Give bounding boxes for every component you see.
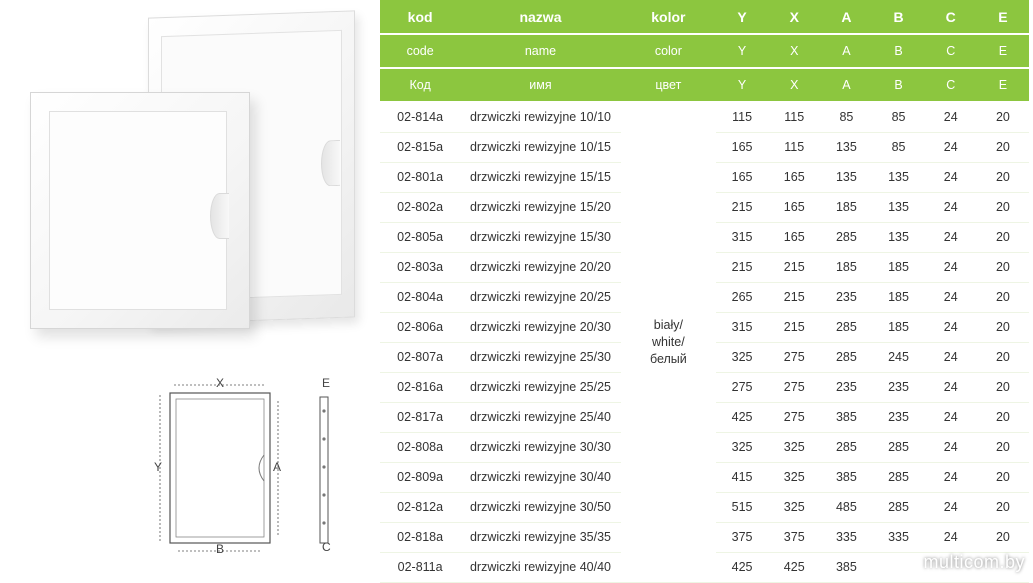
cell-b: 85 bbox=[872, 102, 924, 132]
cell-y: 325 bbox=[716, 432, 768, 462]
cell-name: drzwiczki rewizyjne 20/25 bbox=[460, 282, 620, 312]
table-row bbox=[380, 102, 1029, 132]
cell-y: 315 bbox=[716, 312, 768, 342]
cell-a: 185 bbox=[820, 192, 872, 222]
cell-name: drzwiczki rewizyjne 15/20 bbox=[460, 192, 620, 222]
cell-x: 375 bbox=[768, 522, 820, 552]
cell-b: 285 bbox=[872, 492, 924, 522]
cell-x: 165 bbox=[768, 162, 820, 192]
cell-c: 24 bbox=[925, 282, 977, 312]
cell-y: 215 bbox=[716, 252, 768, 282]
cell-y: 265 bbox=[716, 282, 768, 312]
access-door-front-image bbox=[30, 92, 250, 329]
header-cell: Y bbox=[716, 68, 768, 102]
cell-b: 285 bbox=[872, 462, 924, 492]
header-cell: B bbox=[872, 34, 924, 68]
cell-c: 24 bbox=[925, 402, 977, 432]
header-cell: C bbox=[925, 68, 977, 102]
color-cell bbox=[621, 102, 716, 582]
header-cell: kolor bbox=[621, 0, 716, 34]
cell-kod: 02-809a bbox=[380, 462, 460, 492]
cell-y: 425 bbox=[716, 552, 768, 582]
cell-x: 215 bbox=[768, 312, 820, 342]
door-grip-front bbox=[210, 193, 229, 239]
dim-e-label: E bbox=[322, 376, 331, 390]
cell-e: 20 bbox=[977, 252, 1029, 282]
cell-kod: 02-801a bbox=[380, 162, 460, 192]
cell-y: 325 bbox=[716, 342, 768, 372]
cell-a: 385 bbox=[820, 462, 872, 492]
cell-x: 165 bbox=[768, 192, 820, 222]
cell-y: 315 bbox=[716, 222, 768, 252]
header-cell: nazwa bbox=[460, 0, 620, 34]
cell-e: 20 bbox=[977, 342, 1029, 372]
cell-b: 185 bbox=[872, 312, 924, 342]
cell-x: 115 bbox=[768, 132, 820, 162]
cell-name: drzwiczki rewizyjne 25/40 bbox=[460, 402, 620, 432]
cell-a: 285 bbox=[820, 432, 872, 462]
cell-y: 275 bbox=[716, 372, 768, 402]
cell-c: 24 bbox=[925, 372, 977, 402]
cell-b: 335 bbox=[872, 522, 924, 552]
cell-x: 215 bbox=[768, 282, 820, 312]
header-cell: C bbox=[925, 34, 977, 68]
cell-kod: 02-818a bbox=[380, 522, 460, 552]
cell-a: 285 bbox=[820, 342, 872, 372]
cell-name: drzwiczki rewizyjne 35/35 bbox=[460, 522, 620, 552]
cell-name: drzwiczki rewizyjne 25/25 bbox=[460, 372, 620, 402]
header-cell: X bbox=[768, 34, 820, 68]
cell-kod: 02-805a bbox=[380, 222, 460, 252]
header-cell: имя bbox=[460, 68, 620, 102]
header-cell: E bbox=[977, 34, 1029, 68]
color-line: white/ bbox=[652, 334, 685, 349]
cell-c: 24 bbox=[925, 222, 977, 252]
product-table bbox=[380, 0, 1029, 583]
cell-a: 135 bbox=[820, 132, 872, 162]
cell-b bbox=[872, 552, 924, 582]
cell-name: drzwiczki rewizyjne 15/30 bbox=[460, 222, 620, 252]
cell-name: drzwiczki rewizyjne 30/50 bbox=[460, 492, 620, 522]
front-view-outer bbox=[170, 393, 270, 543]
cell-e: 20 bbox=[977, 162, 1029, 192]
header-cell: X bbox=[768, 0, 820, 34]
cell-e: 20 bbox=[977, 372, 1029, 402]
dim-b-label: B bbox=[216, 542, 225, 556]
cell-y: 215 bbox=[716, 192, 768, 222]
dim-y-label: Y bbox=[154, 460, 163, 474]
cell-a: 185 bbox=[820, 252, 872, 282]
cell-y: 425 bbox=[716, 402, 768, 432]
cell-c: 24 bbox=[925, 522, 977, 552]
header-cell: A bbox=[820, 0, 872, 34]
cell-e: 20 bbox=[977, 192, 1029, 222]
door-grip-back bbox=[321, 140, 340, 187]
cell-a: 235 bbox=[820, 282, 872, 312]
cell-name: drzwiczki rewizyjne 25/30 bbox=[460, 342, 620, 372]
cell-y: 165 bbox=[716, 162, 768, 192]
cell-e: 20 bbox=[977, 222, 1029, 252]
header-cell: B bbox=[872, 0, 924, 34]
cell-name: drzwiczki rewizyjne 30/40 bbox=[460, 462, 620, 492]
front-view-grip bbox=[259, 455, 264, 481]
dim-a-label: A bbox=[273, 460, 282, 474]
header-cell: E bbox=[977, 0, 1029, 34]
cell-b: 85 bbox=[872, 132, 924, 162]
cell-y: 515 bbox=[716, 492, 768, 522]
cell-name: drzwiczki rewizyjne 40/40 bbox=[460, 552, 620, 582]
color-line: белый bbox=[649, 351, 687, 366]
header-cell: Y bbox=[716, 34, 768, 68]
cell-c: 24 bbox=[925, 342, 977, 372]
cell-e: 20 bbox=[977, 312, 1029, 342]
cell-kod: 02-808a bbox=[380, 432, 460, 462]
cell-x: 325 bbox=[768, 462, 820, 492]
cell-a: 385 bbox=[820, 552, 872, 582]
cell-a: 135 bbox=[820, 162, 872, 192]
cell-c: 24 bbox=[925, 192, 977, 222]
cell-c: 24 bbox=[925, 432, 977, 462]
cell-x: 325 bbox=[768, 492, 820, 522]
cell-b: 185 bbox=[872, 282, 924, 312]
color-line: biały/ bbox=[653, 317, 683, 332]
cell-kod: 02-807a bbox=[380, 342, 460, 372]
cell-name: drzwiczki rewizyjne 20/30 bbox=[460, 312, 620, 342]
cell-x: 275 bbox=[768, 372, 820, 402]
header-row bbox=[380, 68, 1029, 102]
dim-x-label: X bbox=[216, 376, 225, 390]
cell-x: 275 bbox=[768, 342, 820, 372]
header-cell: color bbox=[621, 34, 716, 68]
cell-e: 20 bbox=[977, 522, 1029, 552]
cell-b: 185 bbox=[872, 252, 924, 282]
cell-x: 115 bbox=[768, 102, 820, 132]
header-row bbox=[380, 34, 1029, 68]
cell-kod: 02-804a bbox=[380, 282, 460, 312]
cell-b: 135 bbox=[872, 162, 924, 192]
cell-a: 385 bbox=[820, 402, 872, 432]
cell-a: 85 bbox=[820, 102, 872, 132]
header-cell: A bbox=[820, 34, 872, 68]
product-photo bbox=[0, 0, 380, 370]
cell-c: 24 bbox=[925, 312, 977, 342]
cell-x: 165 bbox=[768, 222, 820, 252]
cell-e: 20 bbox=[977, 282, 1029, 312]
dimension-drawing bbox=[150, 375, 350, 565]
cell-name: drzwiczki rewizyjne 10/15 bbox=[460, 132, 620, 162]
header-cell: Код bbox=[380, 68, 460, 102]
cell-kod: 02-812a bbox=[380, 492, 460, 522]
front-view-inner bbox=[176, 399, 264, 537]
cell-y: 165 bbox=[716, 132, 768, 162]
cell-kod: 02-811a bbox=[380, 552, 460, 582]
header-cell: kod bbox=[380, 0, 460, 34]
cell-name: drzwiczki rewizyjne 20/20 bbox=[460, 252, 620, 282]
header-row bbox=[380, 0, 1029, 34]
header-cell: C bbox=[925, 0, 977, 34]
cell-kod: 02-803a bbox=[380, 252, 460, 282]
dim-c-label: C bbox=[322, 540, 331, 554]
side-view bbox=[320, 397, 328, 543]
header-cell: E bbox=[977, 68, 1029, 102]
cell-b: 135 bbox=[872, 192, 924, 222]
cell-e: 20 bbox=[977, 432, 1029, 462]
cell-b: 235 bbox=[872, 372, 924, 402]
cell-e: 20 bbox=[977, 132, 1029, 162]
cell-e: 20 bbox=[977, 492, 1029, 522]
header-cell: Y bbox=[716, 0, 768, 34]
cell-b: 135 bbox=[872, 222, 924, 252]
cell-a: 335 bbox=[820, 522, 872, 552]
cell-kod: 02-817a bbox=[380, 402, 460, 432]
cell-name: drzwiczki rewizyjne 10/10 bbox=[460, 102, 620, 132]
cell-kod: 02-815a bbox=[380, 132, 460, 162]
cell-c: 24 bbox=[925, 492, 977, 522]
cell-e: 20 bbox=[977, 102, 1029, 132]
header-cell: code bbox=[380, 34, 460, 68]
cell-a: 235 bbox=[820, 372, 872, 402]
cell-y: 375 bbox=[716, 522, 768, 552]
cell-kod: 02-814a bbox=[380, 102, 460, 132]
cell-e: 20 bbox=[977, 462, 1029, 492]
cell-a: 285 bbox=[820, 312, 872, 342]
cell-x: 275 bbox=[768, 402, 820, 432]
cell-y: 415 bbox=[716, 462, 768, 492]
cell-x: 325 bbox=[768, 432, 820, 462]
header-cell: name bbox=[460, 34, 620, 68]
watermark: multicom.by bbox=[923, 552, 1025, 572]
cell-c: 24 bbox=[925, 162, 977, 192]
cell-b: 285 bbox=[872, 432, 924, 462]
cell-a: 485 bbox=[820, 492, 872, 522]
cell-a: 285 bbox=[820, 222, 872, 252]
header-cell: цвет bbox=[621, 68, 716, 102]
cell-kod: 02-802a bbox=[380, 192, 460, 222]
cell-x: 425 bbox=[768, 552, 820, 582]
cell-e: 20 bbox=[977, 402, 1029, 432]
cell-b: 245 bbox=[872, 342, 924, 372]
header-cell: A bbox=[820, 68, 872, 102]
cell-name: drzwiczki rewizyjne 15/15 bbox=[460, 162, 620, 192]
header-cell: X bbox=[768, 68, 820, 102]
cell-x: 215 bbox=[768, 252, 820, 282]
cell-kod: 02-806a bbox=[380, 312, 460, 342]
cell-b: 235 bbox=[872, 402, 924, 432]
cell-c: 24 bbox=[925, 252, 977, 282]
cell-c: 24 bbox=[925, 462, 977, 492]
cell-c: 24 bbox=[925, 132, 977, 162]
cell-y: 115 bbox=[716, 102, 768, 132]
cell-name: drzwiczki rewizyjne 30/30 bbox=[460, 432, 620, 462]
cell-kod: 02-816a bbox=[380, 372, 460, 402]
cell-c: 24 bbox=[925, 102, 977, 132]
header-cell: B bbox=[872, 68, 924, 102]
